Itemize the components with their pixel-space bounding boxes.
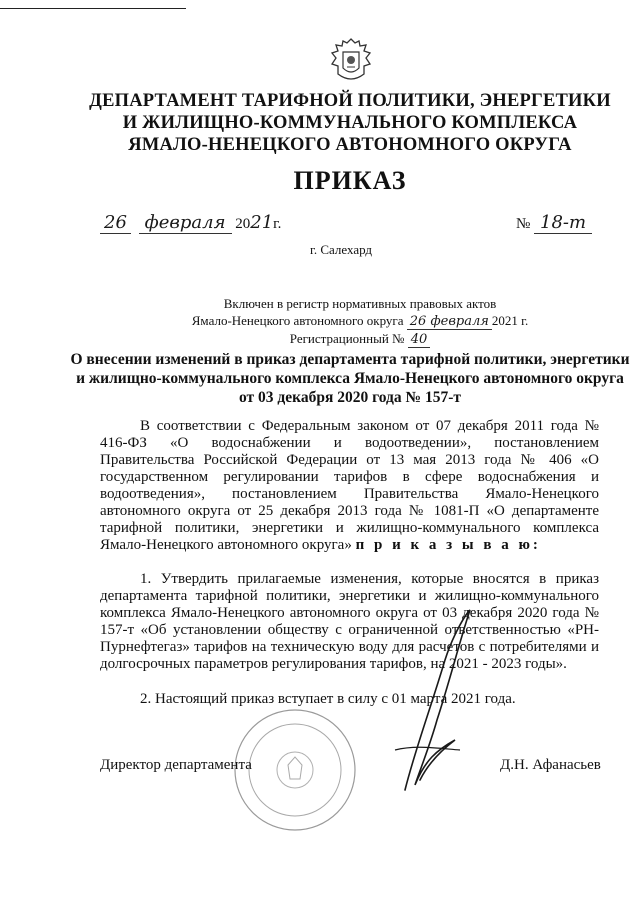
registry-note [160,295,560,348]
order-month: февраля [139,212,232,234]
coat-of-arms-emblem [326,36,376,86]
order-number [516,212,592,234]
order-subject: О внесении изменений в приказ департамента тарифной политики, энергетики и жилищно-коммунального комплекса Ямало-Ненецкого автономного округа от 03 декабря 2020 года № 157-т [70,351,630,406]
order-year-suffix: г. [273,216,282,232]
preamble-text: В соответствии с Федеральным законом от 07 декабря 2011 года № 416-ФЗ «О водоснабжении и водоотведении», постановлением Правительства Российской Федерации от 13 мая 2013 года № 406 «О государственном регулировании тарифов в сфере водоснабжения и водоотведения», постановлением Правительства Ямало-Ненецкого автономного округа от 25 декабря 2013 года № 1081-П «О департаменте тарифной политики, энергетики и жилищно-коммунального комплекса Ямало-Ненецкого автономного округа» [100,418,599,553]
signatory-position: Директор департамента [100,757,252,773]
registry-year: 2021 г. [491,313,529,328]
document-title: ПРИКАЗ [293,166,407,195]
order-day: 26 [100,212,131,234]
registry-number-label: Регистрационный № [289,331,405,346]
registry-region: Ямало-Ненецкого автономного округа [191,313,404,328]
preamble-paragraph [100,418,599,554]
preamble-emphasis: п р и к а з ы в а ю: [355,537,541,553]
department-name-line-2: И ЖИЛИЩНО-КОММУНАЛЬНОГО КОМПЛЕКСА [122,113,578,133]
director-handwritten-signature [375,600,485,800]
registry-number-hand: 40 [408,332,431,348]
clause-1-paragraph: 1. Утвердить прилагаемые изменения, которые вносятся в приказ департамента тарифной политики, энергетики и жилищно-коммунального комплекса Ямало-Ненецкого автономного округа от 03 декабря 2020 года № 157-т «Об установлении обществу с ограниченной ответственностью «РН-Пурнефтегаз» тарифов на техническую воду для расчетов с потребителями и долгосрочных параметров регулирования тарифов, на 2021 - 2023 годы». [100,571,599,672]
department-name-line-1: ДЕПАРТАМЕНТ ТАРИФНОЙ ПОЛИТИКИ, ЭНЕРГЕТИКИ [89,91,611,111]
registry-line-1: Включен в регистр нормативных правовых актов [223,296,497,311]
top-rule [0,8,186,9]
city: г. Салехард [310,242,373,257]
order-year-hand: 21 [250,212,274,233]
registry-line-3 [160,330,560,348]
clause-2-paragraph: 2. Настоящий приказ вступает в силу с 01 марта 2021 года. [140,691,516,707]
order-year-prefix: 20 [235,216,251,232]
department-name-line-3: ЯМАЛО-НЕНЕЦКОГО АВТОНОМНОГО ОКРУГА [128,135,572,155]
registry-line-2 [160,312,560,330]
order-date [100,212,281,234]
order-number-value: 18-т [534,212,592,234]
registry-date-hand: 26 февраля [407,314,492,330]
signatory-name: Д.Н. Афанасьев [500,757,601,773]
order-number-label: № [516,216,531,232]
